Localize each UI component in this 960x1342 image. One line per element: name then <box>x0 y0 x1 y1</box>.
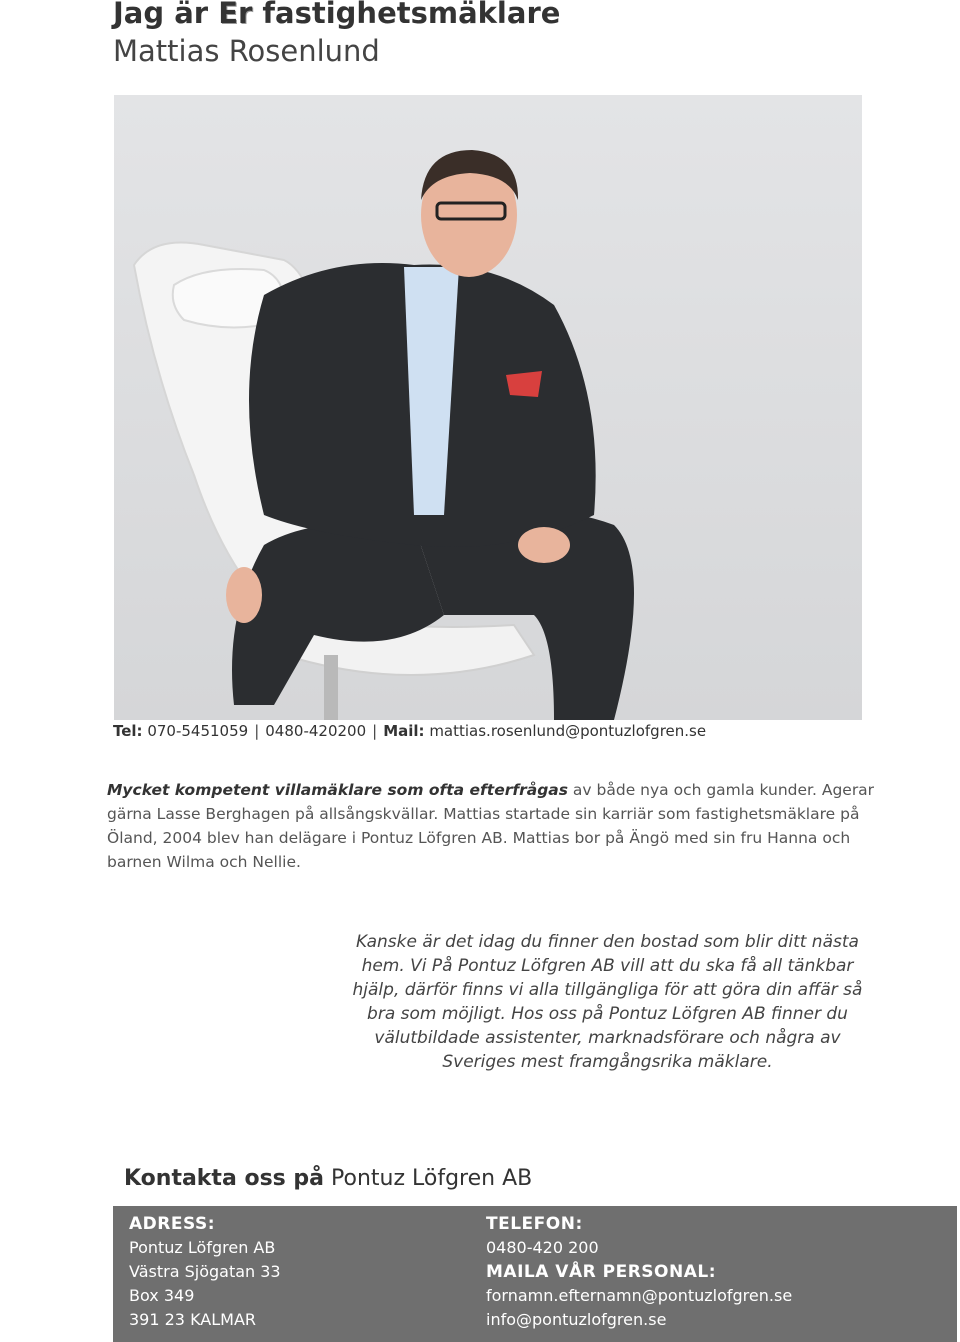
quote-paragraph: Kanske är det idag du finner den bostad som blir ditt nästa hem. Vi På Pontuz Löfgren AB vill att du ska få all tänkbar hjälp, därför finns vi alla tillgängliga för att göra din affär så bra som möjligt. Hos oss på Pontuz Löfgren AB finner du välutbildade assistenter, marknadsförare och några av Sveriges mest framgångsrika mäklare. <box>352 932 863 1072</box>
address-line: Box 349 <box>129 1286 195 1305</box>
phone-column <box>486 1212 792 1332</box>
agent-photo <box>114 95 862 720</box>
title-emphasis: Er <box>218 0 253 30</box>
phone-number[interactable]: 0480-420 200 <box>486 1238 599 1257</box>
staff-mail-label: MAILA VÅR PERSONAL: <box>486 1262 717 1282</box>
contact-heading-bold: Kontakta oss på <box>124 1166 325 1191</box>
pocket-square <box>506 371 542 397</box>
address-line: Västra Sjögatan 33 <box>129 1262 281 1281</box>
separator: | <box>254 722 260 740</box>
info-email-link[interactable]: info@pontuzlofgren.se <box>486 1310 667 1329</box>
mail-link[interactable]: mattias.rosenlund@pontuzlofgren.se <box>429 722 707 740</box>
chair-stem <box>324 655 338 720</box>
footer-contact-box <box>113 1206 957 1342</box>
address-column <box>129 1212 281 1332</box>
page-title <box>113 0 560 30</box>
contact-line <box>113 722 706 740</box>
hand-right <box>518 527 570 563</box>
agent-name: Mattias Rosenlund <box>113 34 380 68</box>
bio-lead: Mycket kompetent villamäklare som ofta efterfrågas <box>107 781 568 799</box>
title-suffix: fastighetsmäklare <box>252 0 561 30</box>
tel-label: Tel: <box>113 722 143 740</box>
separator: | <box>372 722 378 740</box>
bio-paragraph <box>107 778 877 874</box>
phone-label: TELEFON: <box>486 1214 583 1234</box>
contact-heading-company: Pontuz Löfgren AB <box>324 1166 533 1191</box>
bio-text: av både nya och gamla kunder. Agerar gärna Lasse Berghagen på allsångskvällar. Mattias startade sin karriär som fastighetsmäklare på Öland, 2004 blev han delägare i Pontuz Löfgren AB. Mattias bor på Ängö med sin fru Hanna och barnen Wilma och Nellie. <box>107 781 875 871</box>
portrait-illustration <box>114 95 862 720</box>
address-label: ADRESS: <box>129 1214 215 1234</box>
contact-heading <box>124 1166 532 1191</box>
hand-left <box>226 567 262 623</box>
staff-email-link[interactable]: fornamn.efternamn@pontuzlofgren.se <box>486 1286 793 1305</box>
address-line: Pontuz Löfgren AB <box>129 1238 276 1257</box>
title-prefix: Jag är <box>113 0 219 30</box>
address-line: 391 23 KALMAR <box>129 1310 257 1329</box>
tel-office[interactable]: 0480-420200 <box>265 722 367 740</box>
tel-mobile[interactable]: 070-5451059 <box>147 722 249 740</box>
mail-label: Mail: <box>383 722 425 740</box>
